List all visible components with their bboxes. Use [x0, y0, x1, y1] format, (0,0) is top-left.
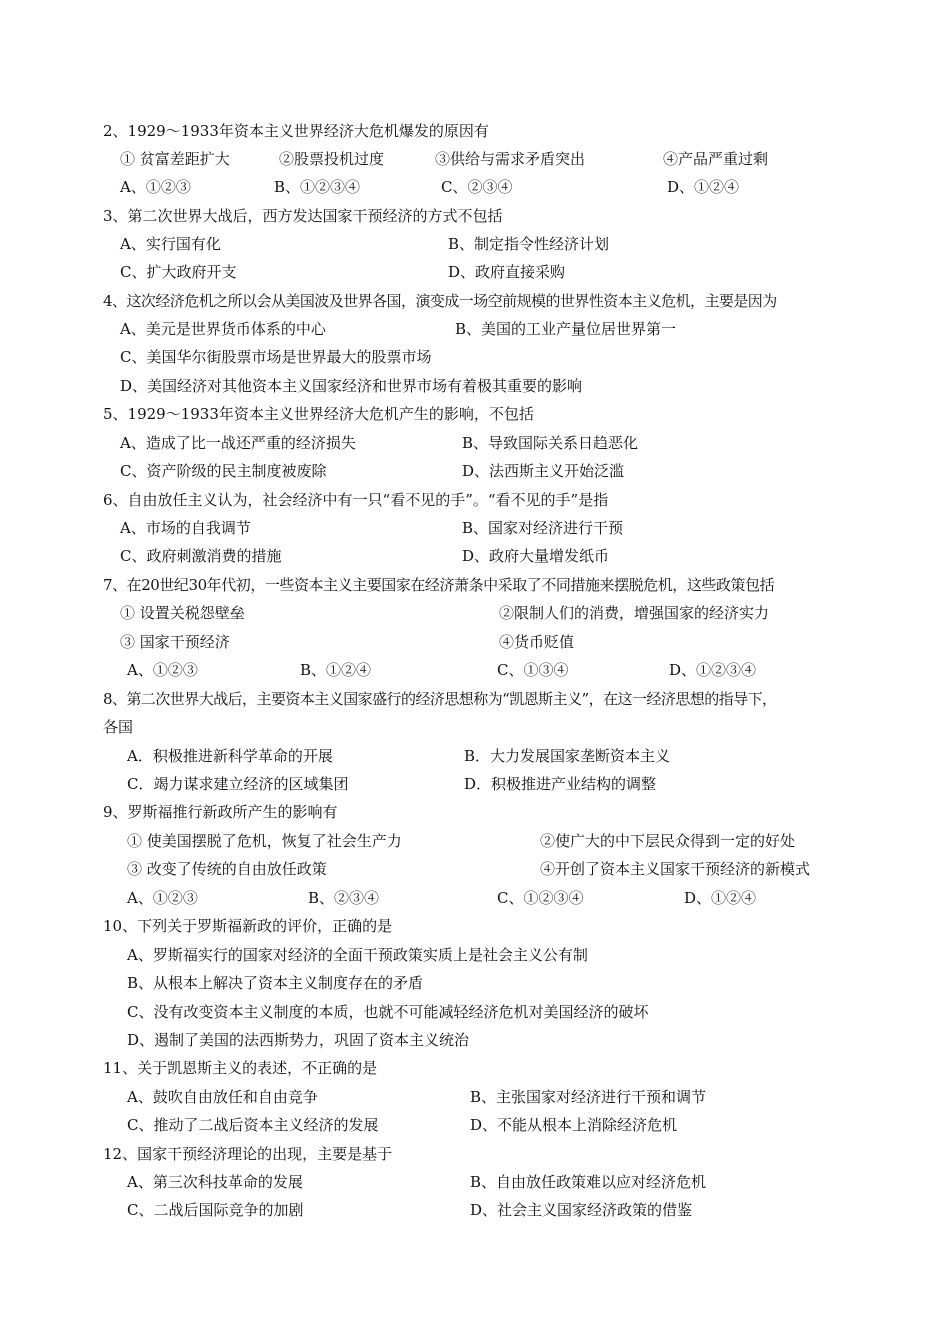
- option-d: D、政府直接采购: [448, 263, 566, 281]
- question-8-stem: 8、第二次世界大战后，主要资本主义国家盛行的经济思想称为“凯恩斯主义”，在这一经济思想的指导下，: [103, 690, 777, 708]
- option-a: A、第三次科技革命的发展: [127, 1173, 303, 1191]
- option-b: B、从根本上解决了资本主义制度存在的矛盾: [127, 974, 424, 992]
- question-12-stem: 12、国家干预经济理论的出现，主要是基于: [103, 1145, 393, 1163]
- option-row: [0, 941, 950, 969]
- option-a: A、①②③: [127, 889, 198, 907]
- option-c: C、政府刺激消费的措施: [120, 547, 282, 565]
- option-b: B、主张国家对经济进行干预和调节: [470, 1088, 707, 1106]
- option-a: A、①②③: [120, 178, 191, 196]
- option-c: C、①③④: [497, 661, 569, 679]
- option-d: D、美国经济对其他资本主义国家经济和世界市场有着极其重要的影响: [120, 377, 583, 395]
- option-a: A、罗斯福实行的国家对经济的全面干预政策实质上是社会主义公有制: [127, 946, 588, 964]
- option-c: C、①②③④: [497, 889, 584, 907]
- option-d: D、①②④: [667, 178, 740, 196]
- option-row: [0, 770, 950, 798]
- option-c: C．竭力谋求建立经济的区域集团: [127, 775, 349, 793]
- statement-item: ④货币贬值: [499, 633, 575, 651]
- option-c: C、资产阶级的民主制度被废除: [120, 462, 327, 480]
- statement-item: ① 设置关税怨壁垒: [120, 604, 245, 622]
- option-b: B、①②③④: [274, 178, 361, 196]
- statement-item: ④开创了资本主义国家干预经济的新模式: [540, 860, 811, 878]
- option-c: C、扩大政府开支: [120, 263, 237, 281]
- option-row: [0, 542, 950, 570]
- option-d: D、不能从根本上消除经济危机: [470, 1116, 678, 1134]
- option-row: [0, 742, 950, 770]
- question-stem: [0, 486, 950, 514]
- option-c: C、没有改变资本主义制度的本质，也就不可能减轻经济危机对美国经济的破坏: [127, 1003, 649, 1021]
- option-b: B、国家对经济进行干预: [462, 519, 624, 537]
- question-stem: [0, 202, 950, 230]
- option-b: B、②③④: [308, 889, 380, 907]
- question-stem: [0, 571, 950, 599]
- option-d: D．积极推进产业结构的调整: [464, 775, 657, 793]
- statement-item: ③ 国家干预经济: [120, 633, 230, 651]
- question-stem: [0, 287, 950, 315]
- option-row: [0, 372, 950, 400]
- question-11-stem: 11、关于凯恩斯主义的表述，不正确的是: [103, 1059, 378, 1077]
- statement-item: ④产品严重过剩: [663, 150, 769, 168]
- option-b: B、制定指令性经济计划: [448, 235, 610, 253]
- option-d: D、①②③④: [669, 661, 757, 679]
- option-a: A、市场的自我调节: [120, 519, 251, 537]
- option-a: A、美元是世界货币体系的中心: [120, 320, 326, 338]
- statement-item: ① 贫富差距扩大: [120, 150, 230, 168]
- option-row: [0, 1111, 950, 1139]
- option-b: B、①②④: [300, 661, 372, 679]
- option-row: [0, 1026, 950, 1054]
- option-row: [0, 230, 950, 258]
- question-stem: [0, 912, 950, 940]
- question-stem: [0, 1054, 950, 1082]
- question-6-stem: 6、自由放任主义认为，社会经济中有一只“看不见的手”。“看不见的手”是指: [103, 491, 609, 509]
- option-c: C、推动了二战后资本主义经济的发展: [127, 1116, 379, 1134]
- statement-row: [0, 855, 950, 883]
- statement-row: [0, 827, 950, 855]
- question-5-stem: 5、1929～1933年资本主义世界经济大危机产生的影响，不包括: [103, 405, 534, 423]
- question-8-stem-continued: 各国: [103, 718, 134, 736]
- option-row: [0, 429, 950, 457]
- option-d: D、法西斯主义开始泛滥: [462, 462, 625, 480]
- statement-item: ②限制人们的消费，增强国家的经济实力: [499, 604, 770, 622]
- statement-item: ②使广大的中下层民众得到一定的好处: [540, 832, 796, 850]
- option-row: [0, 969, 950, 997]
- question-2-stem: 2、1929～1933年资本主义世界经济大危机爆发的原因有: [103, 122, 489, 140]
- question-7-stem: 7、在20世纪30年代初，一些资本主义主要国家在经济萧条中采取了不同措施来摆脱危机，这些政策包括: [103, 576, 775, 594]
- option-row: [0, 656, 950, 684]
- question-stem-continued: [0, 713, 950, 741]
- option-c: C、美国华尔街股票市场是世界最大的股票市场: [120, 348, 432, 366]
- question-9-stem: 9、罗斯福推行新政所产生的影响有: [103, 803, 338, 821]
- option-row: [0, 884, 950, 912]
- statement-item: ②股票投机过度: [279, 150, 385, 168]
- option-row: [0, 258, 950, 286]
- option-a: A、实行国有化: [120, 235, 221, 253]
- option-row: [0, 514, 950, 542]
- question-stem: [0, 685, 950, 713]
- option-b: B、美国的工业产量位居世界第一: [455, 320, 677, 338]
- question-3-stem: 3、第二次世界大战后，西方发达国家干预经济的方式不包括: [103, 207, 503, 225]
- question-stem: [0, 117, 950, 145]
- option-row: [0, 1168, 950, 1196]
- statement-item: ③ 改变了传统的自由放任政策: [127, 860, 327, 878]
- question-4-stem: 4、这次经济危机之所以会从美国波及世界各国，演变成一场空前规模的世界性资本主义危机，主要是因为: [103, 292, 777, 310]
- question-stem: [0, 798, 950, 826]
- option-row: [0, 1196, 950, 1224]
- option-row: [0, 457, 950, 485]
- statement-item: ① 使美国摆脱了危机，恢复了社会生产力: [127, 832, 402, 850]
- option-c: C、②③④: [441, 178, 513, 196]
- option-d: D、政府大量增发纸币: [462, 547, 610, 565]
- option-b: B．大力发展国家垄断资本主义: [464, 747, 671, 765]
- option-d: D、社会主义国家经济政策的借鉴: [470, 1201, 693, 1219]
- statement-row: [0, 628, 950, 656]
- option-row: [0, 343, 950, 371]
- option-b: B、自由放任政策难以应对经济危机: [470, 1173, 707, 1191]
- option-row: [0, 173, 950, 201]
- question-stem: [0, 1140, 950, 1168]
- statement-row: [0, 145, 950, 173]
- option-a: A．积极推进新科学革命的开展: [127, 747, 333, 765]
- option-b: B、导致国际关系日趋恶化: [462, 434, 639, 452]
- question-10-stem: 10、下列关于罗斯福新政的评价，正确的是: [103, 917, 393, 935]
- option-c: C、二战后国际竞争的加剧: [127, 1201, 304, 1219]
- option-row: [0, 315, 950, 343]
- option-row: [0, 998, 950, 1026]
- option-d: D、遏制了美国的法西斯势力，巩固了资本主义统治: [127, 1031, 470, 1049]
- option-row: [0, 1083, 950, 1111]
- question-stem: [0, 400, 950, 428]
- statement-row: [0, 599, 950, 627]
- option-d: D、①②④: [684, 889, 757, 907]
- option-a: A、造成了比一战还严重的经济损失: [120, 434, 356, 452]
- option-a: A、鼓吹自由放任和自由竞争: [127, 1088, 318, 1106]
- option-a: A、①②③: [127, 661, 198, 679]
- statement-item: ③供给与需求矛盾突出: [435, 150, 586, 168]
